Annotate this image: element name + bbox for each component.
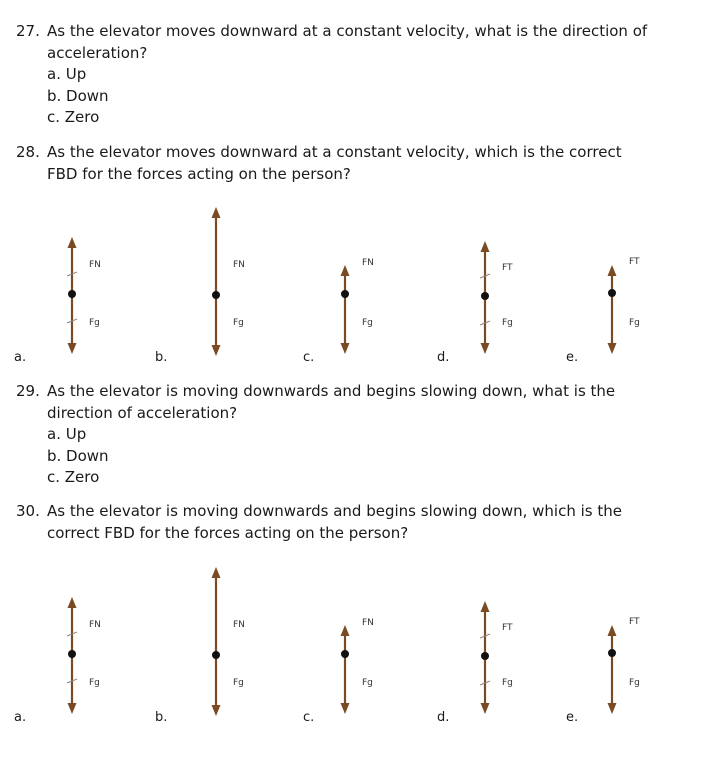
normal-force-label: FN <box>362 258 374 268</box>
fbd-diagram-a <box>67 597 101 714</box>
tension-force-label: FT <box>502 623 513 633</box>
fbd-diagram-e <box>608 617 641 714</box>
gravity-force-label: Fg <box>362 318 373 328</box>
normal-force-label: FN <box>362 618 374 628</box>
gravity-force-label: Fg <box>89 318 100 328</box>
fbd-choice-c: c. <box>303 350 315 365</box>
option-a: a. Up <box>47 425 87 443</box>
downward-arrowhead <box>608 703 617 714</box>
tension-force-label: FT <box>502 263 513 273</box>
normal-force-label: FN <box>89 260 101 270</box>
gravity-force-label: Fg <box>629 678 640 688</box>
body-point <box>212 651 220 659</box>
downward-arrowhead <box>212 705 221 716</box>
fbd-choice-b: b. <box>155 710 168 725</box>
fbd-choice-b: b. <box>155 350 168 365</box>
option-b: b. Down <box>47 446 109 465</box>
gravity-force-label: Fg <box>629 318 640 328</box>
upward-arrowhead <box>341 625 350 636</box>
question-number: 28. <box>16 143 40 161</box>
gravity-force-label: Fg <box>233 678 244 688</box>
fbd-diagram-d <box>480 601 513 714</box>
question-number: 27. <box>16 22 40 40</box>
question-number: 29. <box>16 382 40 400</box>
downward-arrowhead <box>68 703 77 714</box>
downward-arrowhead <box>481 703 490 714</box>
question-text: As the elevator moves downward at a constant velocity, what is the direction of <box>47 22 648 40</box>
gravity-force-label: Fg <box>89 678 100 688</box>
question-text-cont: direction of acceleration? <box>47 403 238 422</box>
tension-force-label: FT <box>629 617 640 627</box>
gravity-force-label: Fg <box>502 318 513 328</box>
body-point <box>608 649 616 657</box>
upward-arrowhead <box>481 601 490 612</box>
fbd-diagram-b <box>212 567 245 716</box>
fbd-choice-e: e. <box>566 350 579 365</box>
body-point <box>481 652 489 660</box>
question-text: As the elevator is moving downwards and begins slowing down, which is the <box>47 502 622 520</box>
upward-arrowhead <box>212 567 221 578</box>
normal-force-label: FN <box>233 620 245 630</box>
question-text-cont: acceleration? <box>47 43 148 62</box>
tension-force-label: FT <box>629 257 640 267</box>
fbd-choice-e: e. <box>566 710 579 725</box>
option-c: c. Zero <box>47 108 100 126</box>
fbd-choice-a: a. <box>14 350 27 365</box>
fbd-choice-d: d. <box>437 350 450 365</box>
question-text: As the elevator is moving downwards and begins slowing down, what is the <box>47 382 616 400</box>
fbd-choice-a: a. <box>14 710 27 725</box>
question-number: 30. <box>16 502 40 520</box>
question-text-cont: FBD for the forces acting on the person? <box>47 164 351 183</box>
question-text-cont: correct FBD for the forces acting on the person? <box>47 523 409 542</box>
fbd-choice-d: d. <box>437 710 450 725</box>
upward-arrowhead <box>608 625 617 636</box>
option-c: c. Zero <box>47 468 100 486</box>
gravity-force-label: Fg <box>502 678 513 688</box>
gravity-force-label: Fg <box>233 318 244 328</box>
question-text: As the elevator moves downward at a constant velocity, which is the correct <box>47 143 622 161</box>
normal-force-label: FN <box>89 620 101 630</box>
fbd-choice-c: c. <box>303 710 315 725</box>
option-b: b. Down <box>47 86 109 105</box>
gravity-force-label: Fg <box>362 678 373 688</box>
downward-arrowhead <box>341 703 350 714</box>
normal-force-label: FN <box>233 260 245 270</box>
option-a: a. Up <box>47 65 87 83</box>
body-point <box>341 650 349 658</box>
body-point <box>68 650 76 658</box>
fbd-diagram-c <box>341 618 374 714</box>
upward-arrowhead <box>68 597 77 608</box>
